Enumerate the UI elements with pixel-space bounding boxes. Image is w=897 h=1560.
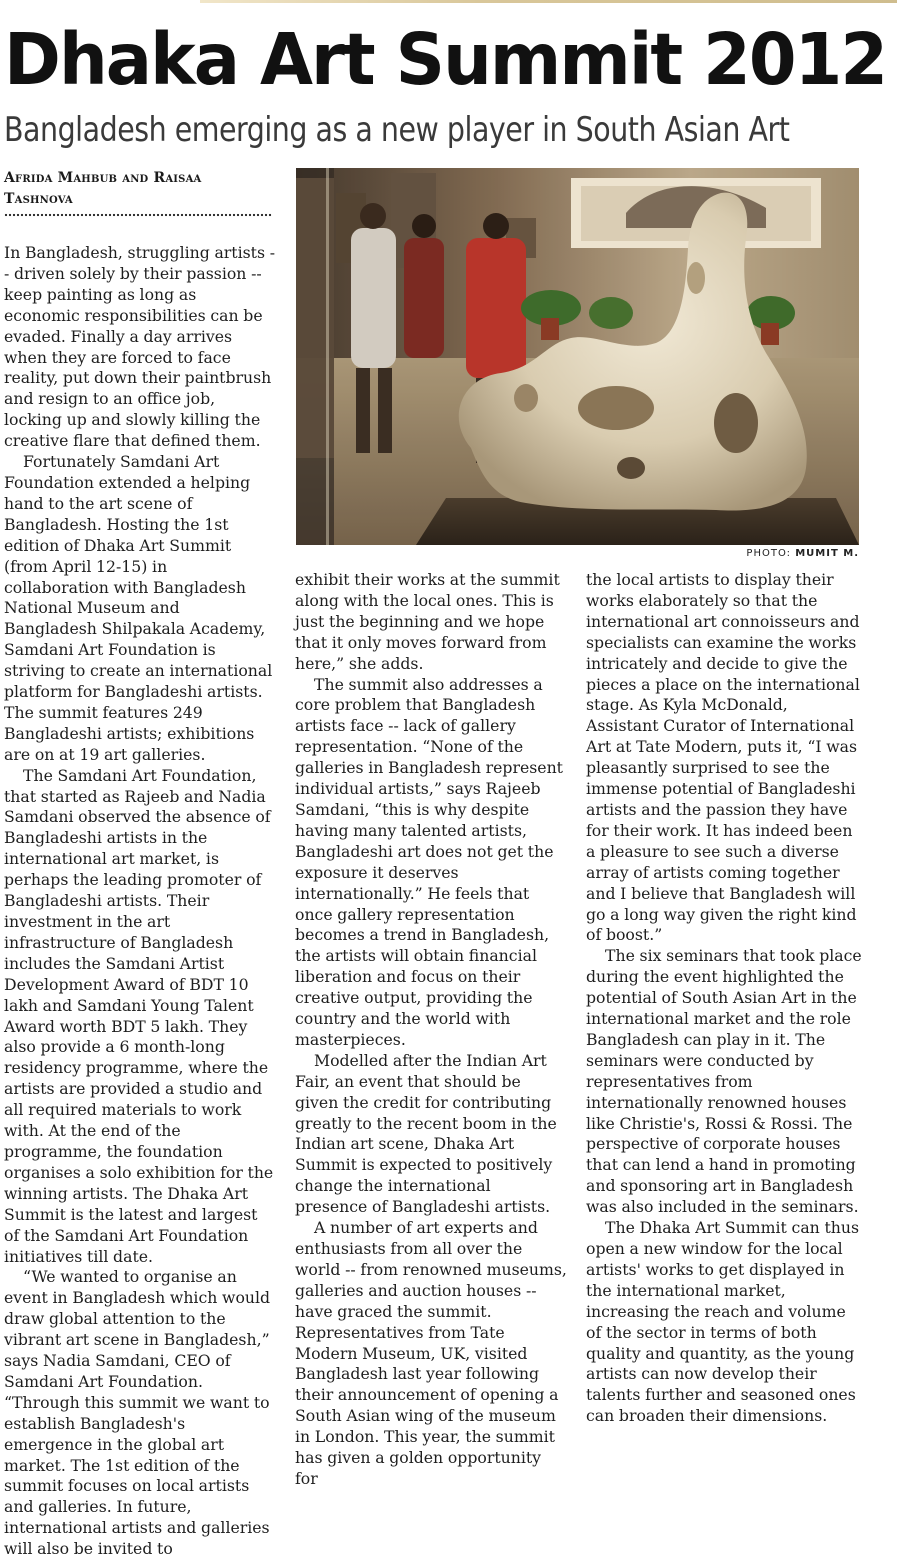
paragraph: “We wanted to organise an event in Bangladesh which would draw global attention to the vibrant art scene in Bangladesh,” says Nadia Samdani, CEO of Samdani Art Foundation. “Through this summit we want to establish Bangladesh's emergence in the global art market. The 1st edition of the summit focuses on local artists and galleries. In future, international artists and galleries will also be invited to (4, 1267, 271, 1559)
sculpture-image (296, 168, 859, 545)
paragraph: The Dhaka Art Summit can thus open a new window for the local artists' works to get displayed in the international market, increasing the reach and volume of the sector in terms of both quality and quantity, as the young artists can now develop their talents further and seasoned ones can broaden their dimensions. (586, 1218, 860, 1426)
paragraph: The six seminars that took place during the event highlighted the potential of South Asian Art in the international market and the role Bangladesh can play in it. The seminars were conducted by representatives from internationally renowned houses like Christie's, Rossi & Rossi. The perspective of corporate houses that can lend a hand in promoting and sponsoring art in Bangladesh was also included in the seminars. (586, 946, 862, 1217)
headline: Dhaka Art Summit 2012 (4, 18, 887, 101)
photo-credit (746, 548, 859, 559)
paragraph: exhibit their works at the summit along with the local ones. This is just the beginning and we hope that it only moves forward from here,” she adds. (295, 570, 560, 673)
photo-credit-name: MUMIT M. (795, 548, 859, 559)
sculpture-photo (296, 168, 859, 545)
paragraph: The summit also addresses a core problem that Bangladesh artists face -- lack of gallery representation. “None of the galleries in Bangladesh represent individual artists,” says Rajeeb Samdani, “this is why despite having many talented artists, Bangladeshi art does not get the exposure it deserves internationally.” He feels that once gallery representation becomes a trend in Bangladesh, the artists will obtain financial liberation and focus on their creative output, providing the country and the world with masterpieces. (295, 674, 563, 1049)
paragraph: the local artists to display their works elaborately so that the international art connoisseurs and specialists can examine the works intricately and decide to give the pieces a place on the international stage. As Kyla McDonald, Assistant Curator of International Art at Tate Modern, puts it, “I was pleasantly surprised to see the immense potential of Bangladeshi artists and the passion they have for their work. It has indeed been a pleasure to see such a diverse array of artists coming together and I believe that Bangladesh will go a long way given the right kind of boost.” (586, 570, 860, 945)
paragraph: In Bangladesh, struggling artists -- driven solely by their passion -- keep painting as long as economic responsibilities can be evaded. Finally a day arrives when they are forced to face reality, put down their paintbrush and resign to an office job, locking up and slowly killing the creative flare that defined them. (4, 243, 276, 451)
paragraph: A number of art experts and enthusiasts from all over the world -- from renowned museums, galleries and auction houses -- have graced the summit. Representatives from Tate Modern Museum, UK, visited Bangladesh last year following their announcement of opening a South Asian wing of the museum in London. This year, the summit has given a golden opportunity for (295, 1218, 567, 1488)
dotted-divider (4, 213, 272, 217)
paragraph: The Samdani Art Foundation, that started as Rajeeb and Nadia Samdani observed the absence of Bangladeshi artists in the international art market, is perhaps the leading promoter of Bangladeshi artists. Their investment in the art infrastructure of Bangladesh includes the Samdani Artist Development Award of BDT 10 lakh and Samdani Young Talent Award worth BDT 5 lakh. They also provide a 6 month-long residency programme, where the artists are provided a studio and all required materials to work with. At the end of the programme, the foundation organises a solo exhibition for the winning artists. The Dhaka Art Summit is the latest and largest of the Samdani Art Foundation initiatives till date. (4, 765, 274, 1266)
top-rule (200, 0, 897, 3)
article-column-2 (295, 570, 567, 1490)
paragraph: Fortunately Samdani Art Foundation extended a helping hand to the art scene of Bangladesh. Hosting the 1st edition of Dhaka Art Summit (from April 12-15) in collaboration with Bangladesh National Museum and Bangladesh Shilpakala Academy, Samdani Art Foundation is striving to create an international platform for Bangladeshi artists. The summit features 249 Bangladeshi artists; exhibitions are on at 19 art galleries. (4, 452, 273, 764)
subheadline: Bangladesh emerging as a new player in South Asian Art (4, 110, 790, 150)
byline: Afrida Mahbub and Raisaa Tashnova (4, 170, 202, 207)
photo-credit-label: PHOTO: (746, 548, 792, 559)
paragraph: Modelled after the Indian Art Fair, an event that should be given the credit for contributing greatly to the recent boom in the Indian art scene, Dhaka Art Summit is expected to positively change the international presence of Bangladeshi artists. (295, 1050, 557, 1217)
article-column-3 (586, 570, 862, 1427)
article-column-1 (4, 243, 276, 1560)
